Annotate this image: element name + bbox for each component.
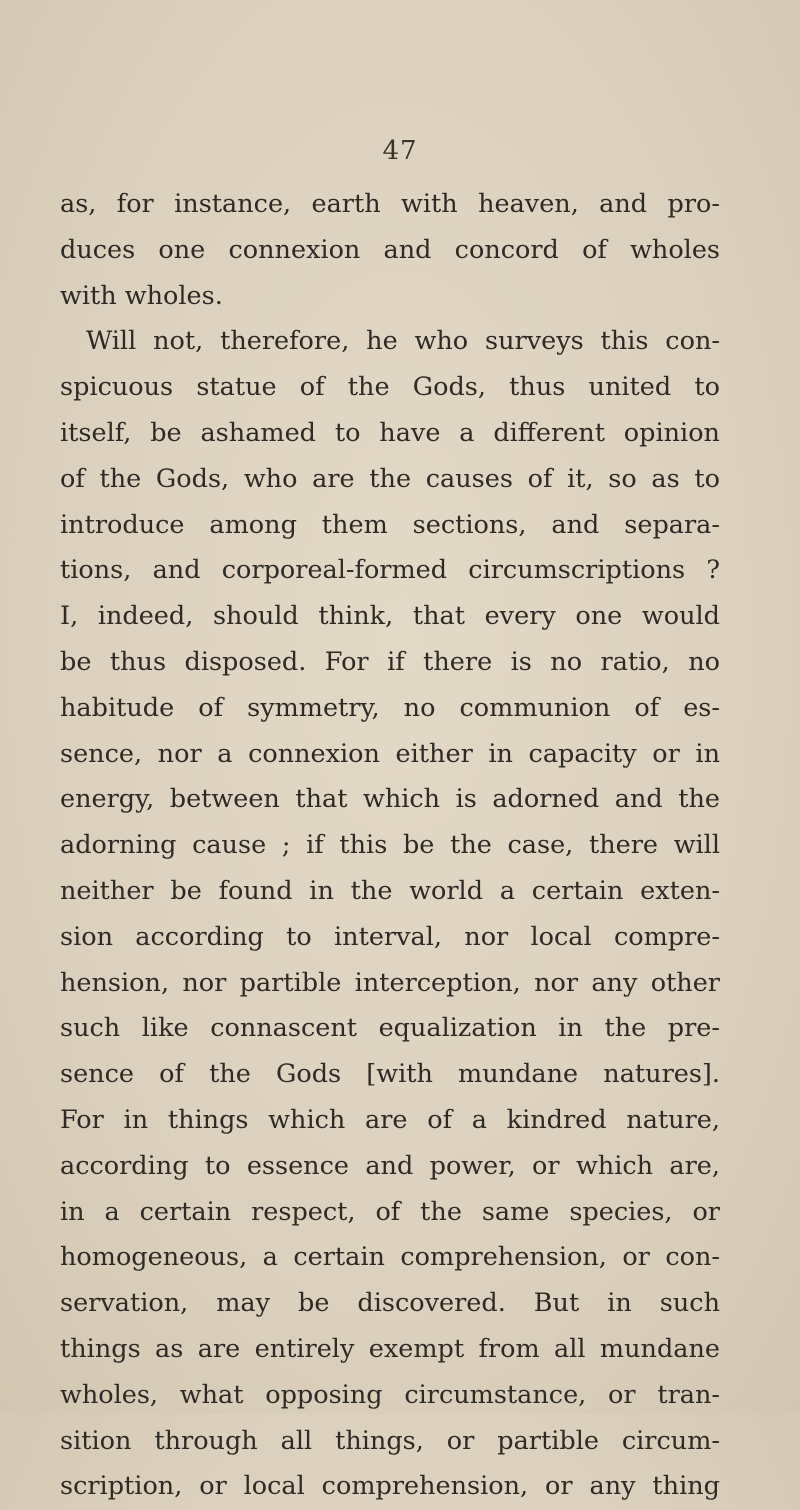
text-line: sion according to interval, nor local compre-	[60, 921, 720, 952]
text-line: tions, and corporeal-formed circumscriptions ?	[60, 555, 720, 586]
text-line: habitude of symmetry, no communion of es-	[60, 692, 720, 723]
text-line: energy, between that which is adorned and the	[60, 784, 720, 815]
text-line: sition through all things, or partible circum-	[60, 1425, 720, 1456]
text-line: scription, or local comprehension, or any thing	[60, 1471, 720, 1502]
text-line: introduce among them sections, and separa-	[60, 509, 720, 540]
body-text	[60, 182, 720, 1510]
text-line: wholes, what opposing circumstance, or tran-	[60, 1379, 720, 1410]
text-line: adorning cause ; if this be the case, there will	[60, 830, 720, 861]
text-line: spicuous statue of the Gods, thus united to	[60, 372, 720, 403]
text-line: in a certain respect, of the same species, or	[60, 1196, 720, 1227]
text-line: hension, nor partible interception, nor any other	[60, 967, 720, 998]
text-line: sence, nor a connexion either in capacity or in	[60, 738, 720, 769]
text-line: be thus disposed. For if there is no ratio, no	[60, 646, 720, 677]
text-line: with wholes.	[60, 280, 223, 311]
paragraph-start-line: Will not, therefore, he who surveys this con-	[86, 326, 720, 357]
text-line: duces one connexion and concord of wholes	[60, 234, 720, 265]
text-line: For in things which are of a kindred nature,	[60, 1104, 720, 1135]
text-line: neither be found in the world a certain exten-	[60, 875, 720, 906]
text-line: according to essence and power, or which are,	[60, 1150, 720, 1181]
text-line: of the Gods, who are the causes of it, so as to	[60, 463, 720, 494]
text-line: itself, be ashamed to have a different opinion	[60, 417, 720, 448]
text-line: homogeneous, a certain comprehension, or con-	[60, 1242, 720, 1273]
text-line: servation, may be discovered. But in such	[60, 1288, 720, 1319]
page-number: 47	[382, 136, 418, 166]
text-line: things as are entirely exempt from all mundane	[60, 1333, 720, 1364]
text-line: sence of the Gods [with mundane natures].	[60, 1059, 720, 1090]
text-line: such like connascent equalization in the pre-	[60, 1013, 720, 1044]
text-line: I, indeed, should think, that every one would	[60, 601, 720, 632]
text-line: as, for instance, earth with heaven, and pro-	[60, 189, 720, 219]
